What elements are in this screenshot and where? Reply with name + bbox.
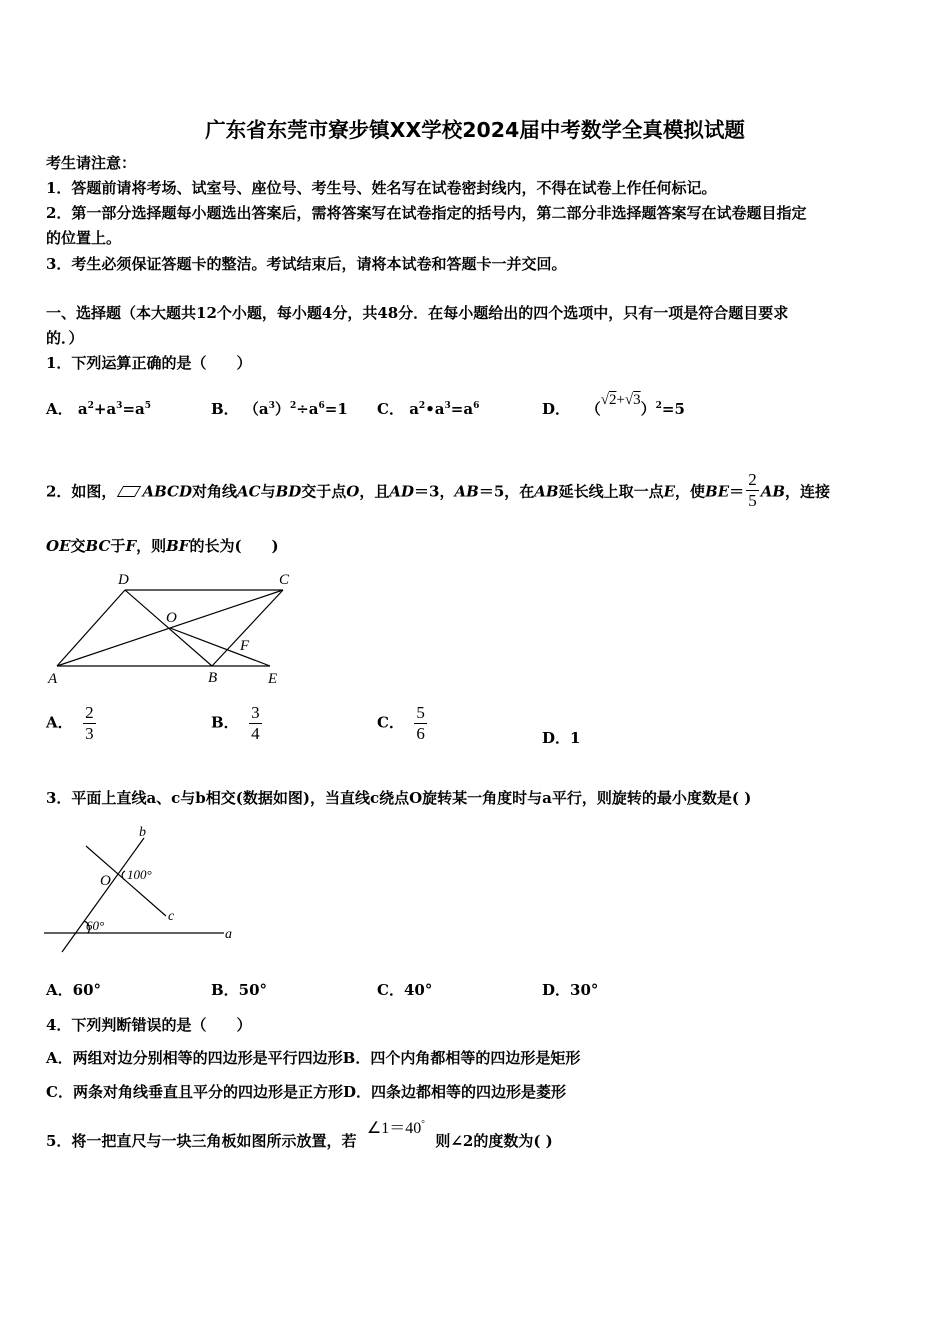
line-b bbox=[62, 838, 144, 952]
q1-stem: 1．下列运算正确的是（ ） bbox=[46, 354, 252, 372]
q1-option-b: B． $(a^3)^2\div a^6=1$ bbox=[211, 400, 348, 418]
segment-oe bbox=[170, 628, 270, 666]
label-o: O bbox=[100, 873, 111, 889]
q3-option-d: D．30° bbox=[542, 981, 599, 999]
q1-option-c: C． $a^2•a^3=a^6$ bbox=[377, 400, 480, 418]
label-100-degrees: 100° bbox=[127, 867, 152, 882]
page-title: 广东省东莞市寮步镇XX学校2024届中考数学全真模拟试题 bbox=[205, 118, 745, 142]
section-heading: 一、选择题（本大题共12个小题，每小题4分，共48分．在每小题给出的四个选项中，只有一项是符合题目要求 bbox=[46, 304, 789, 322]
notice-heading: 考生请注意： bbox=[46, 154, 137, 172]
line-c bbox=[86, 846, 166, 916]
notice-item-2-cont: 的位置上。 bbox=[46, 229, 122, 247]
q2-option-d: D．1 bbox=[542, 729, 581, 747]
parallelogram-icon bbox=[117, 486, 141, 497]
label-a: A bbox=[48, 671, 58, 687]
q3-stem: 3．平面上直线a、c与b相交(数据如图)，当直线c绕点O旋转某一角度时与a平行，则旋转的最小度数是( ) bbox=[46, 789, 752, 807]
q2-stem-line1: 2．如图， ABCD对角线AC与BD交于点O，且AD＝3，AB＝5，在AB延长线上取一点E，使BE＝ $\frac{2}{5}$ AB，连接 bbox=[46, 470, 831, 510]
angle-100-arc bbox=[122, 871, 125, 880]
q2-option-c: C． $\frac{5}{6}$ bbox=[377, 703, 425, 743]
q4-options-ab: A．两组对边分别相等的四边形是平行四边形B．四个内角都相等的四边形是矩形 bbox=[46, 1049, 581, 1067]
label-c: c bbox=[168, 909, 175, 924]
q1-option-a: A． $a^2+a^3=a^5$ bbox=[46, 400, 151, 418]
q5-formula: ∠1＝40° bbox=[366, 1118, 425, 1137]
q3-option-c: C．40° bbox=[377, 981, 433, 999]
label-c: C bbox=[279, 572, 290, 588]
section-heading-cont: 的．） bbox=[46, 329, 84, 347]
label-e: E bbox=[268, 671, 278, 687]
label-o: O bbox=[166, 610, 177, 626]
q2-parallelogram-figure bbox=[40, 568, 300, 693]
diagonal-bd bbox=[125, 590, 212, 666]
label-a: a bbox=[225, 927, 232, 942]
notice-item-1: 1．答题前请将考场、试室号、座位号、考生号、姓名写在试卷密封线内，不得在试卷上作任何标记。 bbox=[46, 179, 717, 197]
q3-option-b: B．50° bbox=[211, 981, 268, 999]
q2-option-b: B． $\frac{3}{4}$ bbox=[211, 703, 260, 743]
label-d: D bbox=[118, 572, 129, 588]
q5-stem: 5．将一把直尺与一块三角板如图所示放置，若 ∠1＝40° 则∠2的度数为( ) bbox=[46, 1118, 553, 1150]
q2-fraction: $\frac{2}{5}$ bbox=[748, 470, 757, 510]
q3-option-a: A．60° bbox=[46, 981, 102, 999]
q4-stem: 4．下列判断错误的是（ ） bbox=[46, 1016, 252, 1034]
notice-item-3: 3．考生必须保证答题卡的整洁。考试结束后，请将本试卷和答题卡一并交回。 bbox=[46, 255, 567, 273]
q3-lines-figure bbox=[40, 820, 250, 960]
label-b: B bbox=[208, 670, 218, 686]
q1-option-d: D． $(√2+√3)^2=5$ bbox=[542, 392, 685, 418]
q2-option-a: A． $\frac{2}{3}$ bbox=[46, 703, 94, 743]
label-f: F bbox=[240, 638, 250, 654]
label-60-degrees: 60° bbox=[86, 918, 105, 933]
q2-stem-line2: OE交BC于F，则BF的长为( ) bbox=[46, 537, 279, 555]
q4-options-cd: C．两条对角线垂直且平分的四边形是正方形D．四条边都相等的四边形是菱形 bbox=[46, 1083, 566, 1101]
label-b: b bbox=[139, 825, 146, 840]
notice-item-2: 2．第一部分选择题每小题选出答案后，需将答案写在试卷指定的括号内，第二部分非选择题答案写在试卷题目指定 bbox=[46, 204, 807, 222]
